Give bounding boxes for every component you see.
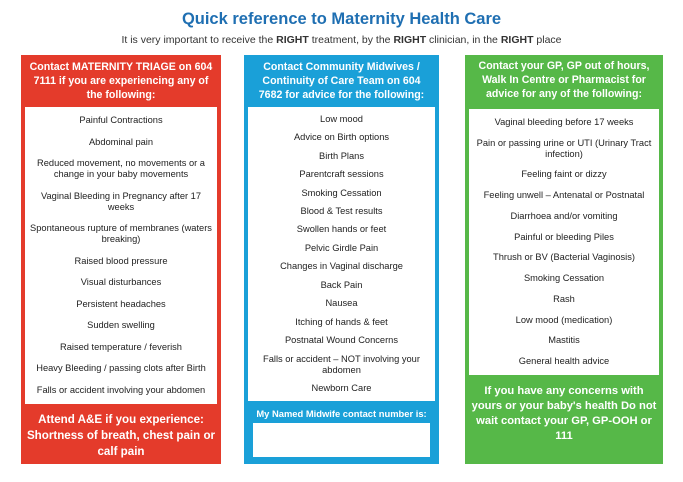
list-item: Thrush or BV (Bacterial Vaginosis) [493,252,635,263]
list-item: Itching of hands & feet [295,316,388,327]
list-item: Nausea [325,298,358,309]
list-item: Reduced movement, no movements or a change in your baby movements [37,158,205,180]
page-title: Quick reference to Maternity Health Care [181,10,502,28]
midwives-list [248,107,435,401]
subtitle-part: clinician, in the [426,34,501,46]
list-item: Sudden swelling [87,320,155,331]
midwives-heading: Contact Community Midwives / Continuity of Care Team on 604 7682 for advice for the following: [258,61,425,101]
midwife-contact-label: My Named Midwife contact number is: [256,408,427,419]
list-item: Spontaneous rupture of membranes (waters breaking) [30,223,212,245]
list-item: Smoking Cessation [523,273,605,284]
list-item: Diarrhoea and/or vomiting [510,210,618,221]
list-item: Changes in Vaginal discharge [280,261,403,272]
list-item: Advice on Birth options [293,132,390,143]
ae-notice: Attend A&E if you experience: Shortness of breath, chest pain or calf pain [26,413,216,458]
list-item: Vaginal bleeding before 17 weeks [494,116,634,127]
list-item: Swollen hands or feet [296,224,387,235]
list-item: Visual disturbances [80,277,162,288]
triage-panel [21,55,221,464]
list-item: Painful Contractions [79,115,163,126]
triage-heading: Contact MATERNITY TRIAGE on 604 7111 if you are experiencing any of the following: [29,61,213,101]
list-item: Back Pain [320,279,363,290]
list-item: Pain or passing urine or UTI (Urinary Tract infection) [476,137,652,159]
page-subtitle [0,34,683,46]
midwife-contact-field[interactable] [253,423,430,457]
list-item: Pelvic Girdle Pain [304,242,379,253]
gp-concerns-notice: If you have any concerns with yours or your baby's health Do not wait contact your GP, GP-OOH or 111 [471,385,657,442]
list-item: Vaginal Bleeding in Pregnancy after 17 weeks [40,190,202,212]
list-item: Birth Plans [319,150,364,161]
list-item: Feeling faint or dizzy [521,169,607,180]
list-item: Raised temperature / feverish [60,341,182,352]
list-item: Rash [553,293,575,304]
list-item: Smoking Cessation [301,187,382,198]
subtitle-part: place [533,34,562,46]
list-item: Mastitis [548,335,580,346]
triage-list [25,107,217,404]
gp-panel [465,55,663,464]
subtitle-emphasis: RIGHT [500,34,534,46]
subtitle-part: treatment, by the [308,34,394,46]
gp-list [469,109,659,375]
list-item: Parentcraft sessions [299,169,384,180]
list-item: Raised blood pressure [74,255,168,266]
list-item: Low mood (medication) [515,314,613,325]
list-item: Postnatal Wound Concerns [284,335,398,346]
list-item: Newborn Care [311,383,372,394]
list-item: Persistent headaches [76,298,166,309]
subtitle-emphasis: RIGHT [393,34,427,46]
list-item: Abdominal pain [88,136,154,147]
subtitle-emphasis: RIGHT [276,34,309,46]
list-item: Painful or bleeding Piles [514,231,614,242]
list-item: Falls or accident involving your abdomen [36,384,206,395]
list-item: Heavy Bleeding / passing clots after Birth [36,363,206,374]
list-item: Low mood [320,113,363,124]
midwives-panel [244,55,439,464]
list-item: Blood & Test results [300,205,383,216]
subtitle-part: It is very important to receive the [121,34,277,46]
list-item: General health advice [518,356,610,367]
gp-heading: Contact your GP, GP out of hours, Walk In Centre or Pharmacist for advice for any of the following: [478,60,650,100]
list-item: Feeling unwell – Antenatal or Postnatal [483,190,645,201]
list-item: Falls or accident – NOT involving your abdomen [263,353,420,375]
